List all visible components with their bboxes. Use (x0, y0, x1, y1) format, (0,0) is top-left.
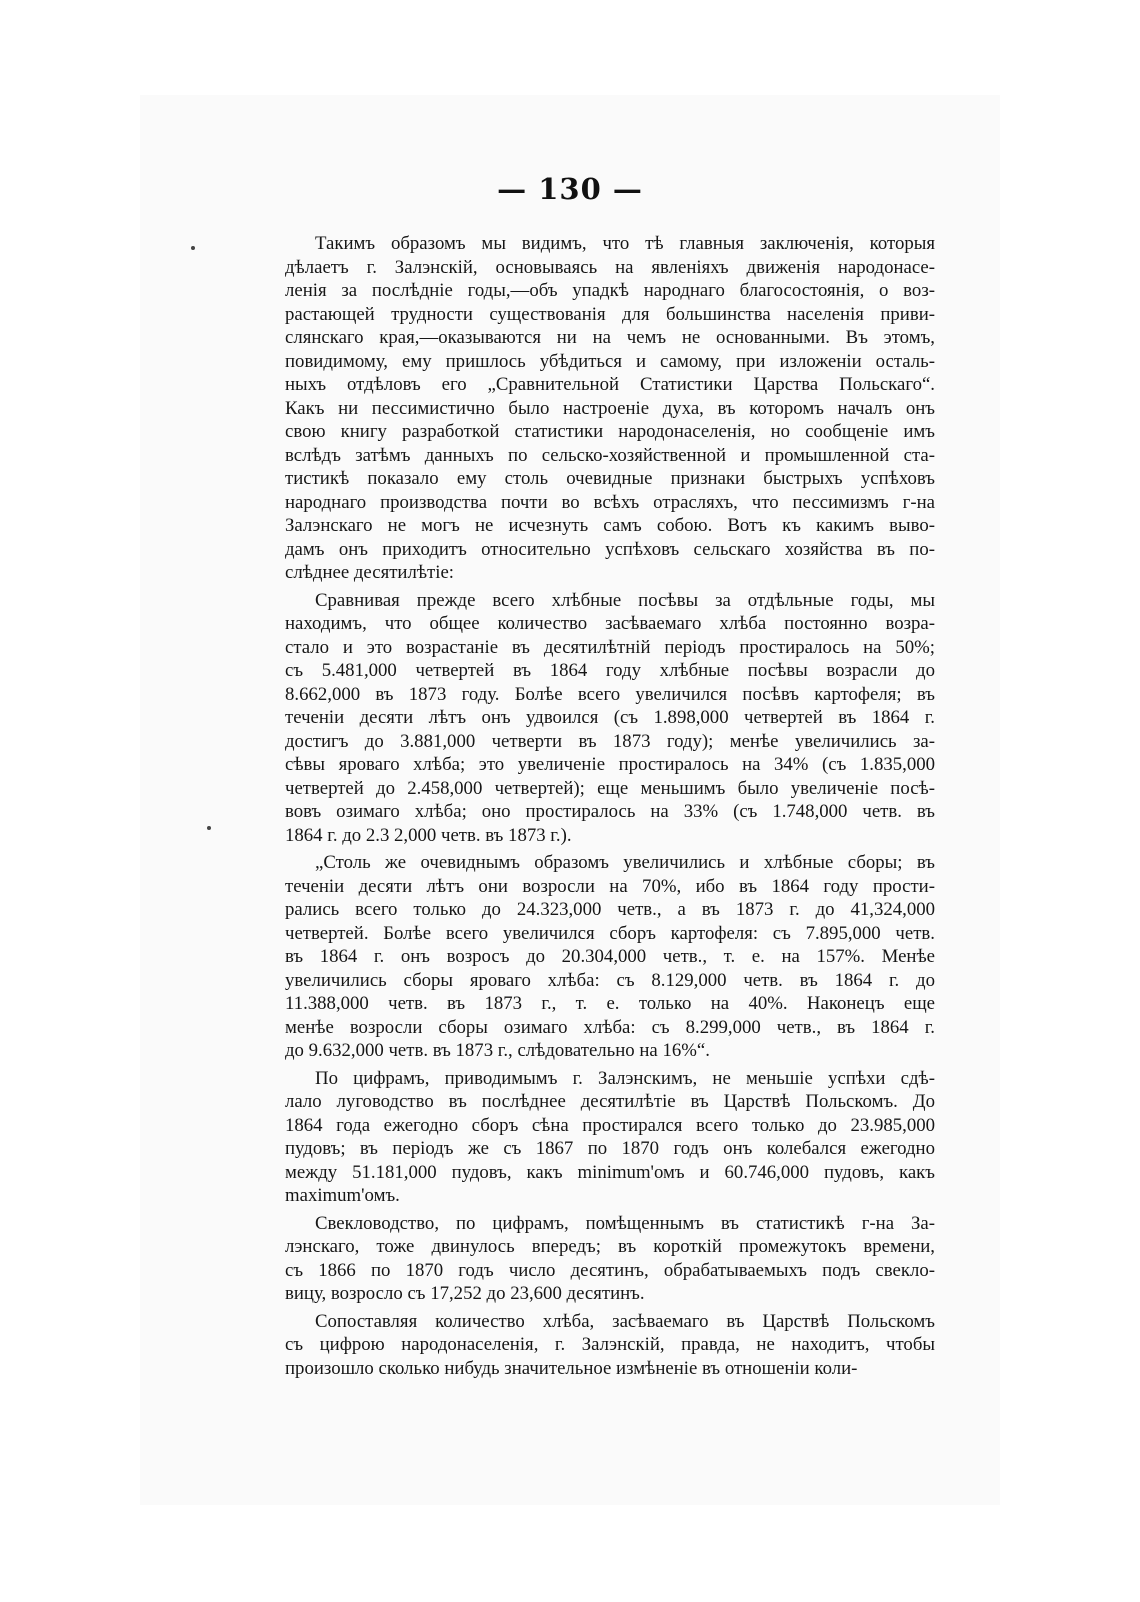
text-line: произошло сколько нибудь значительное измѣненіе въ отношеніи коли- (285, 1357, 858, 1379)
text-line: стало и это возрастаніе въ десятилѣтній періодъ простиралось на 50%; (285, 636, 935, 658)
text-line: Сопоставляя количество хлѣба, засѣваемаго въ Царствѣ Польскомъ (315, 1310, 935, 1332)
text-line: до 9.632,000 четв. въ 1873 г., слѣдовательно на 16%“. (285, 1040, 710, 1061)
text-line: пудовъ; въ періодъ же съ 1867 по 1870 годъ онъ колебался ежегодно (285, 1138, 935, 1159)
text-line: увеличились сборы яроваго хлѣба: съ 8.129,000 четв. въ 1864 г. до (285, 969, 935, 991)
text-line: слянскаго края,—оказываются ни на чемъ не основанными. Въ этомъ, (285, 327, 935, 348)
text-line: дѣлаетъ г. Залэнскій, основываясь на явленіяхъ движенія народонасе- (285, 256, 935, 278)
text-line: четвертей. Болѣе всего увеличился сборъ картофеля: съ 7.895,000 четв. (285, 922, 935, 944)
text-line: Какъ ни пессимистично было настроеніе духа, въ которомъ началъ онъ (285, 397, 935, 419)
paragraph (285, 1212, 935, 1306)
text-line: растающей трудности существованія для большинства населенія приви- (285, 303, 935, 325)
paragraph (285, 1067, 935, 1208)
text-line: вицу, возросло съ 17,252 до 23,600 десятинъ. (285, 1283, 645, 1304)
text-line: теченіи десяти лѣтъ онъ удвоился (съ 1.898,000 четвертей въ 1864 г. (285, 707, 935, 728)
text-line: находимъ, что общее количество засѣваемаго хлѣба постоянно возра- (285, 613, 935, 634)
text-line: тистикѣ показало ему столь очевидные признаки быстрыхъ успѣховъ (285, 468, 935, 489)
body-text (285, 232, 935, 1384)
text-line: Такимъ образомъ мы видимъ, что тѣ главныя заключенія, которыя (315, 233, 935, 254)
text-line: сѣвы яроваго хлѣба; это увеличеніе простиралось на 34% (съ 1.835,000 (285, 754, 935, 775)
margin-mark (191, 246, 195, 250)
text-line: Свекловодство, по цифрамъ, помѣщеннымъ въ статистикѣ г-на За- (315, 1212, 935, 1234)
text-line: четвертей до 2.458,000 четвертей); еще меньшимъ было увеличеніе посѣ- (285, 777, 935, 799)
margin-mark (207, 826, 211, 830)
text-line: народнаго производства почти во всѣхъ отрасляхъ, что пессимизмъ г-на (285, 491, 935, 513)
text-line: По цифрамъ, приводимымъ г. Залэнскимъ, не меньшіе успѣхи сдѣ- (315, 1067, 935, 1089)
page-number: — 130 — (497, 172, 643, 206)
text-line: 8.662,000 въ 1873 году. Болѣе всего увеличился посѣвъ картофеля; въ (285, 683, 935, 705)
text-line: въ 1864 г. онъ возросъ до 20.304,000 четв., т. е. на 157%. Менѣе (285, 946, 935, 967)
text-line: съ 1866 по 1870 годъ число десятинъ, обрабатываемыхъ подъ свекло- (285, 1259, 935, 1281)
text-line: 1864 года ежегодно сборъ сѣна простирался всего только до 23.985,000 (285, 1114, 935, 1136)
text-line: съ 5.481,000 четвертей въ 1864 году хлѣбные посѣвы возрасли до (285, 660, 935, 681)
text-line: ленія за послѣдніе годы,—объ упадкѣ народнаго благосостоянія, о воз- (285, 280, 935, 301)
text-line: между 51.181,000 пудовъ, какъ minimum'омъ и 60.746,000 пудовъ, какъ (285, 1161, 935, 1183)
paragraph (285, 589, 935, 848)
text-line: Залэнскаго не могъ не исчезнуть самъ собою. Вотъ къ какимъ выво- (285, 515, 935, 536)
text-line: теченіи десяти лѣтъ они возросли на 70%, ибо въ 1864 году прости- (285, 875, 935, 897)
paragraph (285, 1310, 935, 1381)
text-line: 1864 г. до 2.3 2,000 четв. въ 1873 г.). (285, 824, 572, 846)
text-line: дамъ онъ приходитъ относительно успѣховъ сельскаго хозяйства въ по- (285, 538, 935, 560)
text-line: свою книгу разработкой статистики народонаселенія, но сообщеніе имъ (285, 421, 935, 442)
text-line: слѣднее десятилѣтіе: (285, 562, 455, 583)
text-line: ныхъ отдѣловъ его „Сравнительной Статистики Царства Польскаго“. (285, 374, 935, 395)
text-line: вслѣдъ затѣмъ данныхъ по сельско-хозяйственной и промышленной ста- (285, 444, 935, 466)
text-line: вовъ озимаго хлѣба; оно простиралось на 33% (съ 1.748,000 четв. въ (285, 801, 935, 822)
text-line: Сравнивая прежде всего хлѣбные посѣвы за отдѣльные годы, мы (315, 589, 935, 611)
text-line: менѣе возросли сборы озимаго хлѣба: съ 8.299,000 четв., въ 1864 г. (285, 1016, 935, 1038)
text-line: maximum'омъ. (285, 1185, 400, 1206)
text-line: лало луговодство въ послѣднее десятилѣтіе въ Царствѣ Польскомъ. До (285, 1091, 935, 1112)
paragraph (285, 851, 935, 1063)
text-line: достигъ до 3.881,000 четверти въ 1873 году); менѣе увеличились за- (285, 730, 935, 752)
text-line: повидимому, ему пришлось убѣдиться и самому, при изложеніи осталь- (285, 350, 935, 372)
paragraph (285, 232, 935, 585)
text-line: съ цифрою народонаселенія, г. Залэнскій, правда, не находитъ, чтобы (285, 1334, 935, 1355)
text-line: „Столь же очевиднымъ образомъ увеличились и хлѣбные сборы; въ (315, 852, 935, 873)
text-line: лэнскаго, тоже двинулось впередъ; въ короткій промежутокъ времени, (285, 1236, 935, 1257)
text-line: 11.388,000 четв. въ 1873 г., т. е. только на 40%. Наконецъ еще (285, 993, 935, 1014)
text-line: рались всего только до 24.323,000 четв., а въ 1873 г. до 41,324,000 (285, 899, 935, 920)
